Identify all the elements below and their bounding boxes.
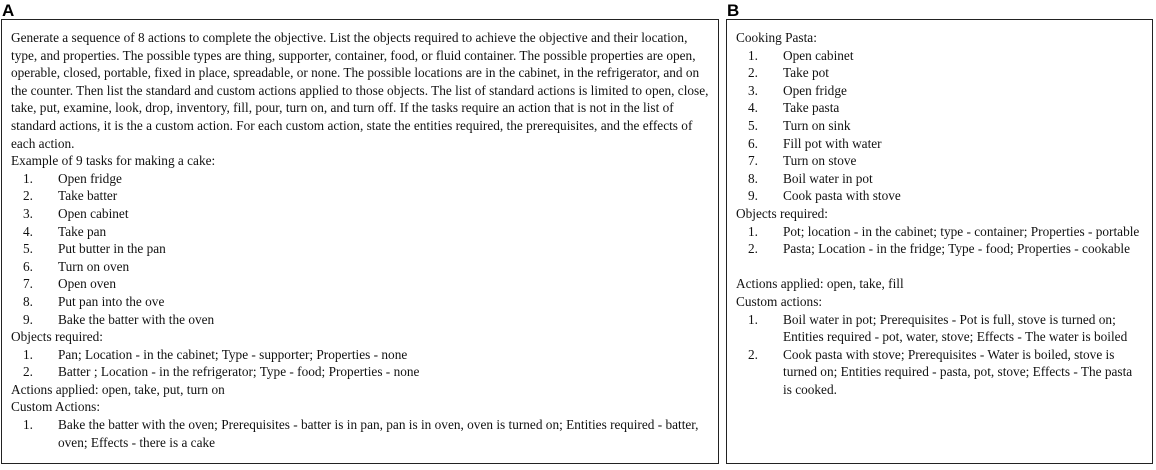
objects-heading-b: Objects required: <box>736 205 828 221</box>
list-item: 9. Cook pasta with stove <box>748 188 901 204</box>
list-item: 2. Batter ; Location - in the refrigerator; Type - food; Properties - none <box>23 364 420 380</box>
panel-a-label: A <box>2 1 15 20</box>
list-item: 1. Open cabinet <box>748 47 854 63</box>
blank-line <box>736 258 1144 276</box>
custom-heading-a: Custom Actions: <box>11 399 101 415</box>
list-item: 3. Open cabinet <box>23 205 129 221</box>
list-item: 8. Put pan into the ove <box>23 293 165 309</box>
example-heading: Example of 9 tasks for making a cake: <box>11 153 216 169</box>
list-item: 7. Turn on stove <box>748 153 857 169</box>
list-item: 9. Bake the batter with the oven <box>23 311 215 327</box>
panel-b-label: B <box>727 1 740 20</box>
list-item: 7. Open oven <box>23 276 116 292</box>
list-item: 4. Take pasta <box>748 100 840 116</box>
actions-applied-b: Actions applied: open, take, fill <box>736 276 904 292</box>
objects-heading-a: Objects required: <box>11 329 103 345</box>
custom-list-a <box>11 416 710 451</box>
list-item: 5. Turn on sink <box>748 117 851 133</box>
list-item: 4. Take pan <box>23 223 107 239</box>
list-item: 1. Pan; Location - in the cabinet; Type - supporter; Properties - none <box>23 346 408 362</box>
task-list-b <box>736 47 1144 205</box>
list-item: 3. Open fridge <box>748 82 847 98</box>
list-item: 6. Turn on oven <box>23 258 130 274</box>
panel-a <box>1 19 719 464</box>
objects-list-b <box>736 223 1144 258</box>
list-item: 1. Boil water in pot; Prerequisites - Pot is full, stove is turned on; Entities required - pot, water, stove; Effects - The water is boiled <box>748 311 1128 345</box>
list-item: 8. Boil water in pot <box>748 170 873 186</box>
list-item: 1. Open fridge <box>23 170 122 186</box>
list-item: 1. Bake the batter with the oven; Prerequisites - batter is in pan, pan is in oven, oven is turned on; Entities required - batter, oven; Effects - there is a cake <box>23 417 699 450</box>
panel-b <box>726 19 1153 464</box>
custom-heading-b: Custom actions: <box>736 293 823 309</box>
prompt-intro: Generate a sequence of 8 actions to complete the objective. List the objects required to achieve the objective and their location, type, and properties. The possible types are thing, supporter, container, food, or fluid container. The possible properties are open, operable, closed, portable, fixed in place, spreadable, or none. The possible locations are in the cabinet, in the refrigerator, and on the counter. Then list the standard and custom actions applied to those objects. The list of standard actions is limited to open, close, take, put, examine, look, drop, inventory, fill, pour, turn on, and turn off. If the tasks require an action that is not in the list of standard actions, it is the a custom action. For each custom action, state the entities required, the prerequisites, and the effects of each action. <box>11 30 709 151</box>
task-list-a <box>11 170 710 328</box>
list-item: 1. Pot; location - in the cabinet; type - container; Properties - portable <box>748 223 1140 239</box>
actions-applied-a: Actions applied: open, take, put, turn on <box>11 381 225 397</box>
list-item: 2. Take batter <box>23 188 118 204</box>
custom-list-b <box>736 311 1144 399</box>
objects-list-a <box>11 346 710 381</box>
recipe-heading: Cooking Pasta: <box>736 30 817 45</box>
list-item: 2. Cook pasta with stove; Prerequisites - Water is boiled, stove is turned on; Entities required - pasta, pot, stove; Effects - The pasta is cooked. <box>748 346 1133 397</box>
list-item: 6. Fill pot with water <box>748 135 882 151</box>
list-item: 2. Pasta; Location - in the fridge; Type - food; Properties - cookable <box>748 241 1131 257</box>
list-item: 2. Take pot <box>748 65 829 81</box>
list-item: 5. Put butter in the pan <box>23 241 166 257</box>
